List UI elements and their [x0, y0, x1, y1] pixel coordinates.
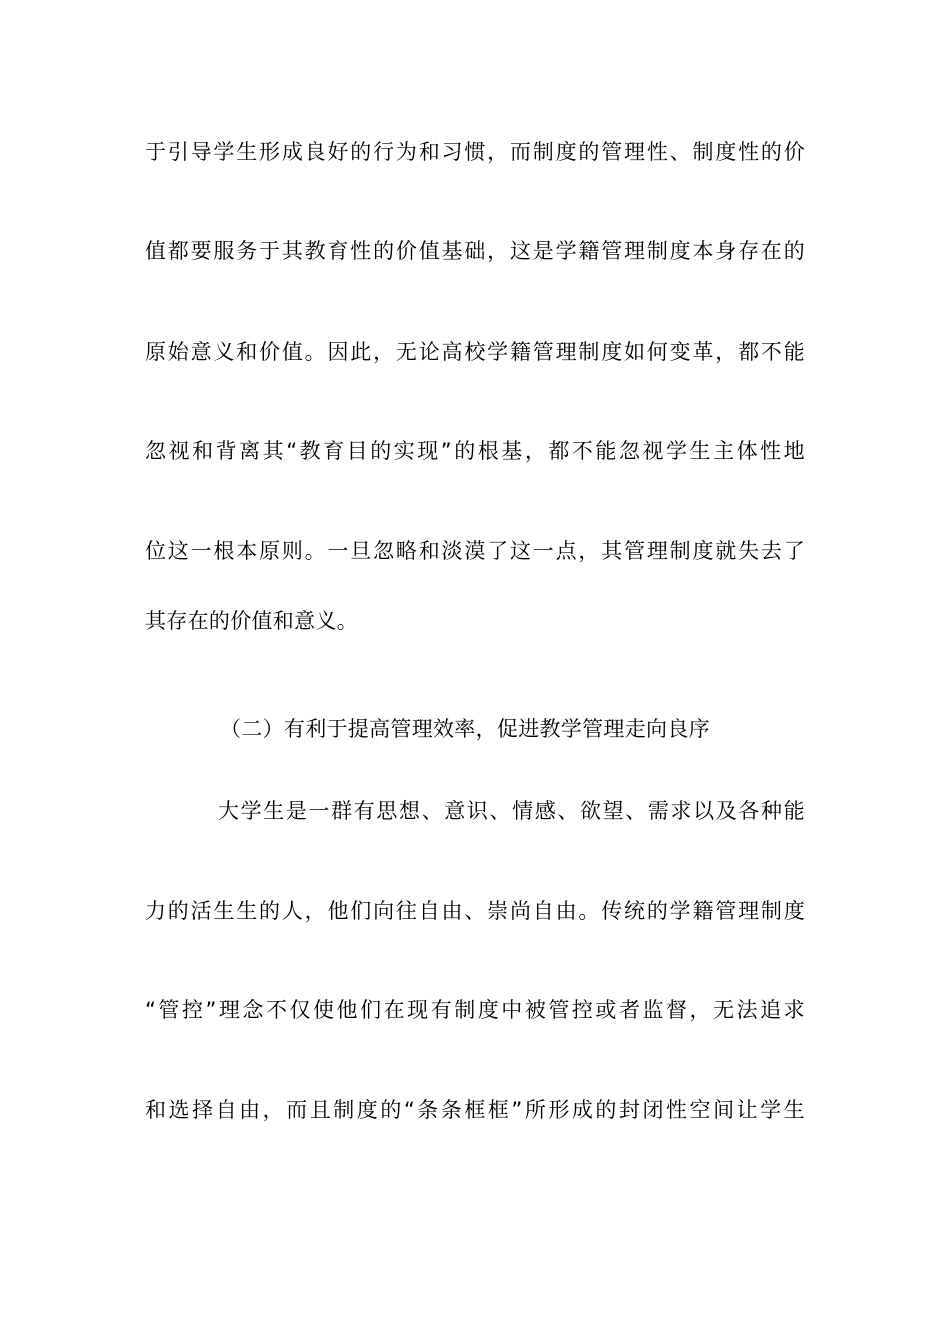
paragraph-line: 大学生是一群有思想、意识、情感、欲望、需求以及各种能	[218, 799, 805, 823]
paragraph-line: “管控”理念不仅使他们在现有制度中被管控或者监督，无法追求	[145, 998, 805, 1022]
paragraph-line: 和选择自由，而且制度的“条条框框”所形成的封闭性空间让学生	[145, 1098, 805, 1122]
paragraph-line: 力的活生生的人，他们向往自由、崇尚自由。传统的学籍管理制度	[145, 899, 805, 923]
paragraph-line: 原始意义和价值。因此，无论高校学籍管理制度如何变革，都不能	[145, 340, 805, 364]
section-heading: （二）有利于提高管理效率，促进教学管理走向良序	[220, 717, 710, 741]
paragraph-line: 忽视和背离其“教育目的实现”的根基，都不能忽视学生主体性地	[145, 439, 805, 463]
paragraph-line: 位这一根本原则。一旦忽略和淡漠了这一点，其管理制度就失去了	[145, 539, 805, 563]
paragraph-line: 其存在的价值和意义。	[145, 609, 358, 633]
paragraph-line: 值都要服务于其教育性的价值基础，这是学籍管理制度本身存在的	[145, 239, 805, 263]
paragraph-line: 于引导学生形成良好的行为和习惯，而制度的管理性、制度性的价	[145, 140, 805, 164]
